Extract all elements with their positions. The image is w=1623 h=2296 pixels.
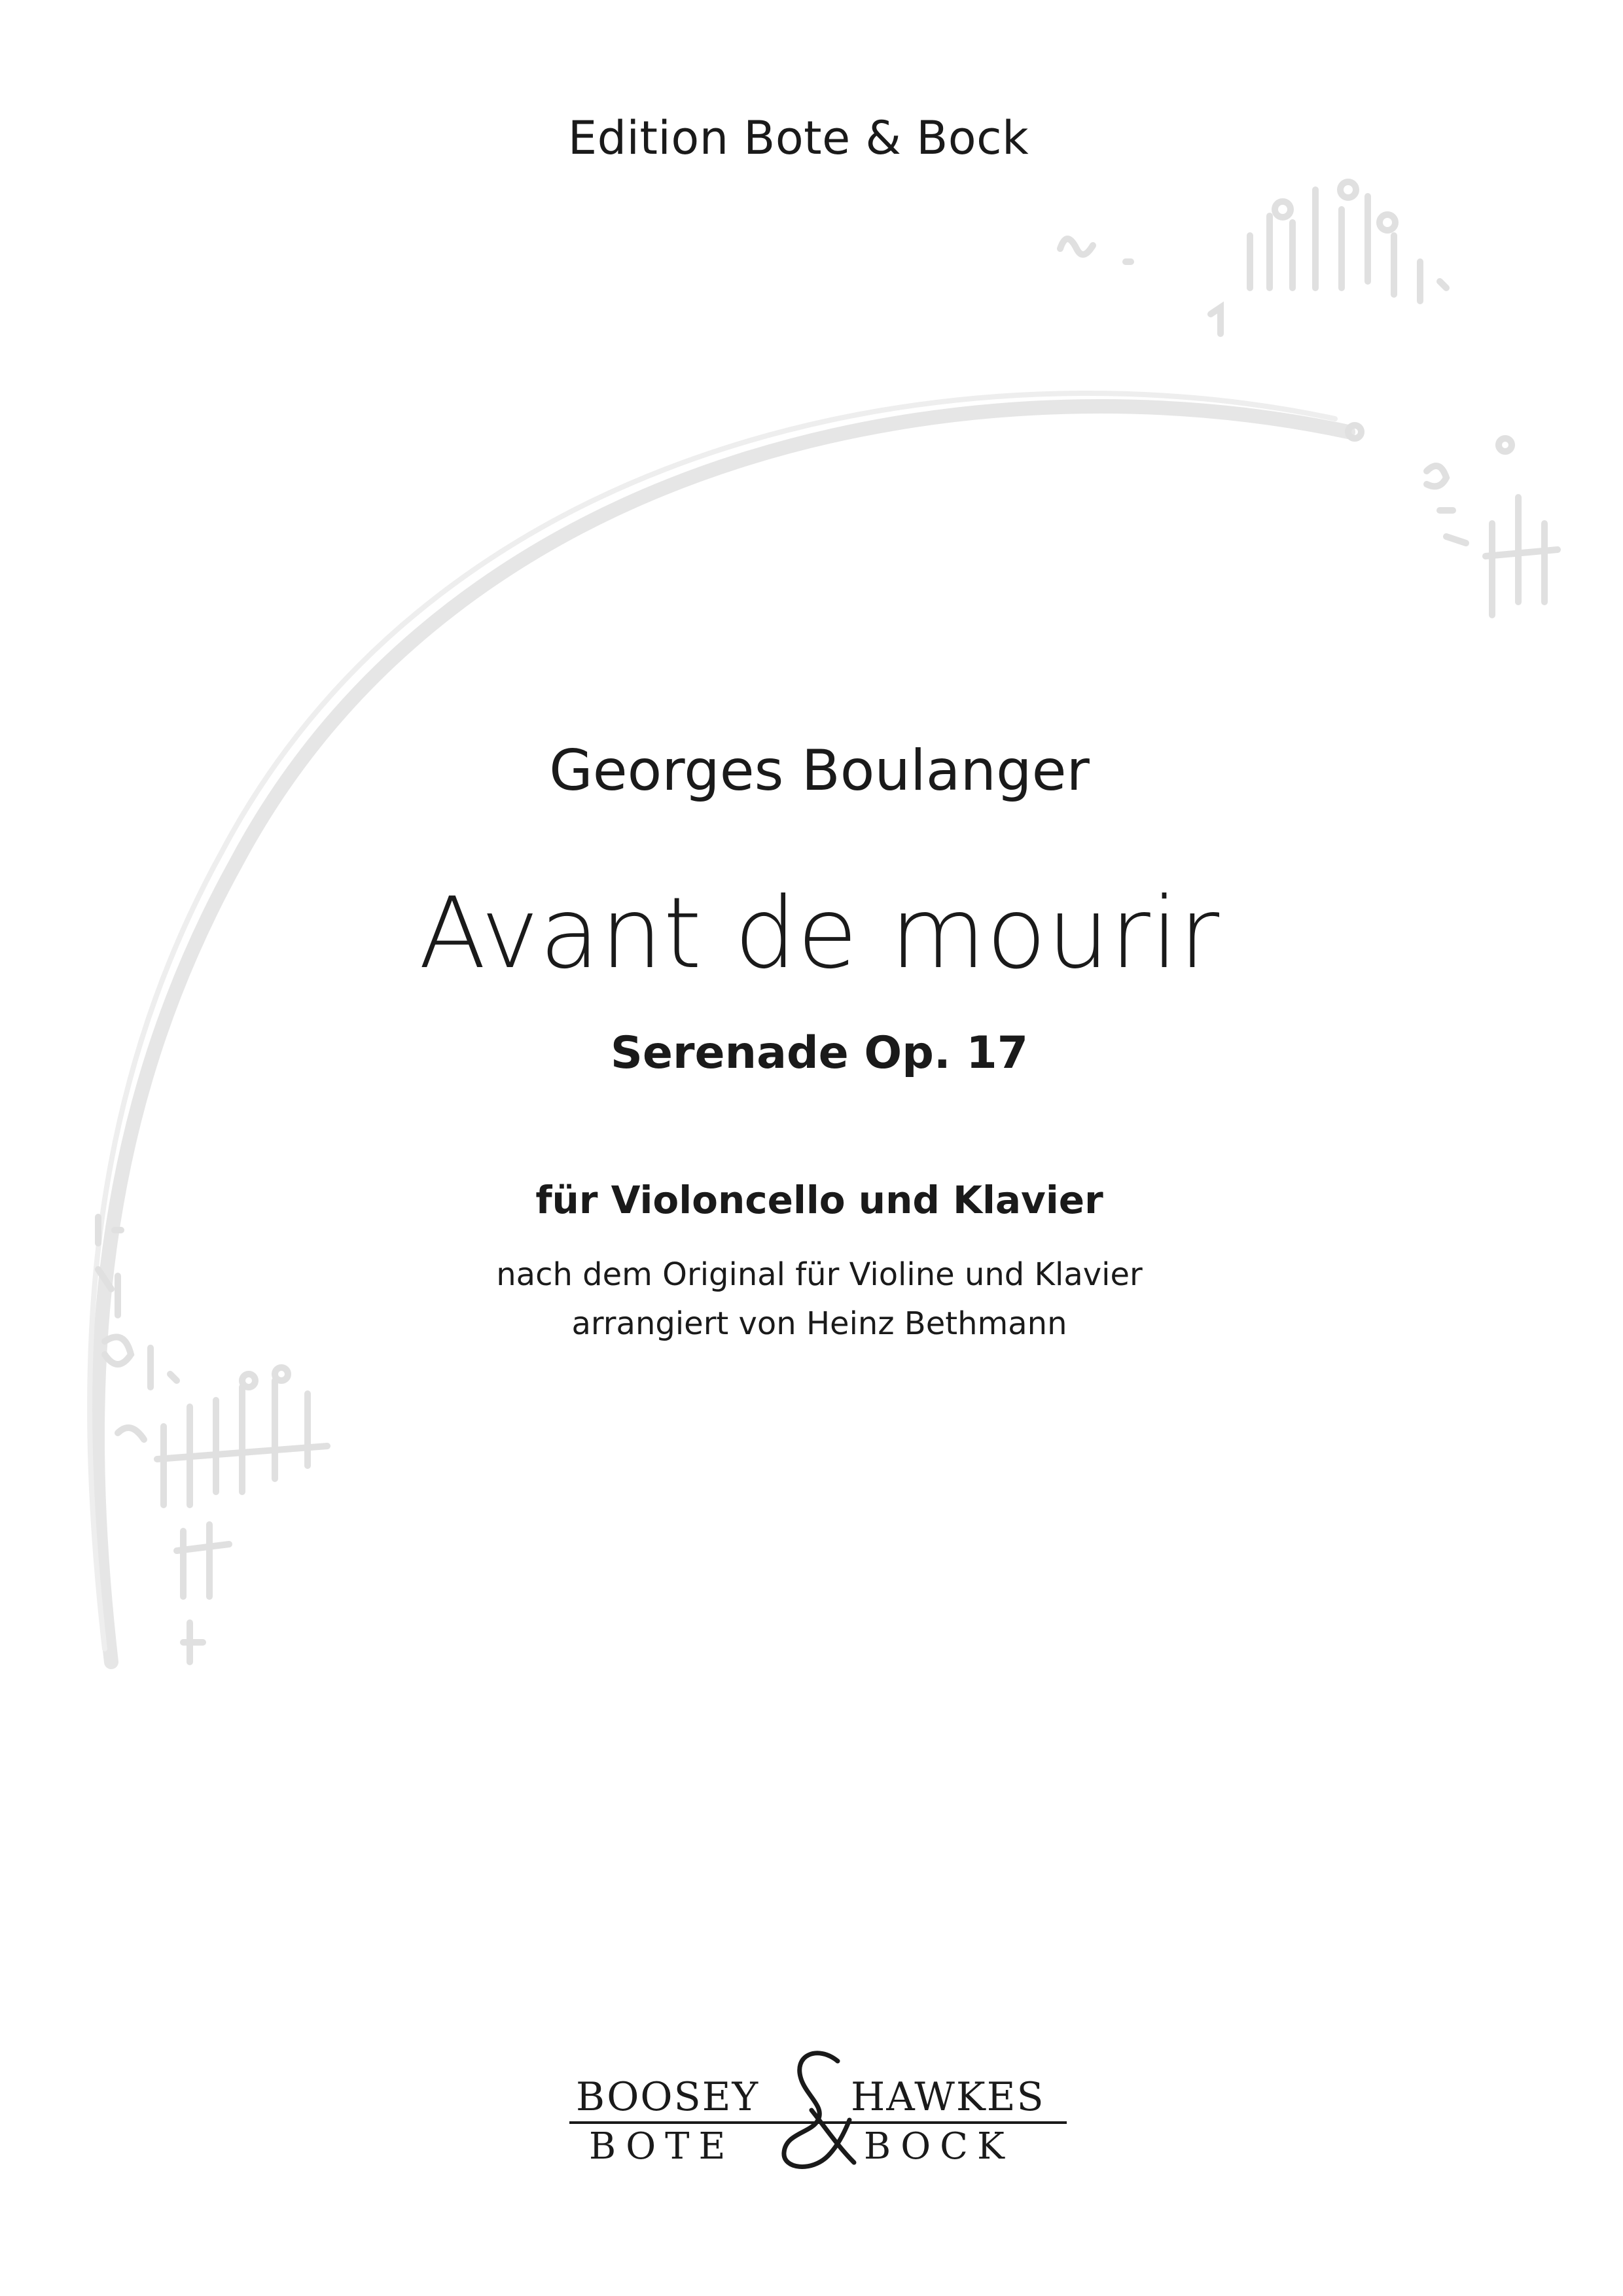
- logo-text-hawkes: HAWKES: [851, 2074, 1045, 2120]
- edition-label: Edition Bote & Bock: [567, 111, 1029, 165]
- logo-text-bote: BOTE: [589, 2125, 735, 2168]
- logo-text-boosey: BOOSEY: [576, 2074, 760, 2120]
- arrangement-note-original: nach dem Original für Violine und Klavier: [496, 1256, 1143, 1293]
- arrangement-note-arranger: arrangiert von Heinz Bethmann: [571, 1305, 1067, 1342]
- manuscript-notes-top-right: [1060, 182, 1558, 615]
- logo-ampersand-icon: [772, 2048, 857, 2172]
- composer-name: Georges Boulanger: [549, 738, 1090, 804]
- publisher-logo: [569, 2048, 1073, 2172]
- work-subtitle: Serenade Op. 17: [610, 1027, 1029, 1079]
- work-title: Avant de mourir: [418, 877, 1221, 991]
- logo-text-bock: BOCK: [864, 2125, 1014, 2168]
- instrumentation: für Violoncello und Klavier: [535, 1178, 1103, 1222]
